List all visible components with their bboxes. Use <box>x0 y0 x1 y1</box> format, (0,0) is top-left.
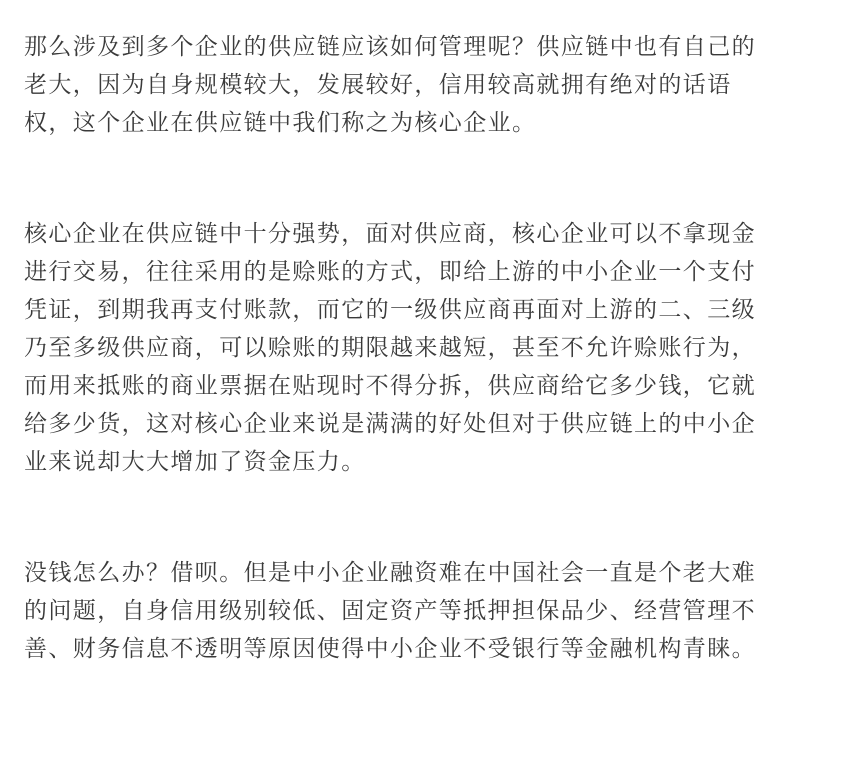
paragraph-spacer <box>24 142 824 215</box>
paragraph-line: 权，这个企业在供应链中我们称之为核心企业。 <box>24 110 537 136</box>
paragraph-1 <box>24 28 824 142</box>
paragraph-line: 给多少货，这对核心企业来说是满满的好处但对于供应链上的中小企 <box>24 411 756 437</box>
paragraph-spacer <box>24 481 824 554</box>
paragraph-line: 那么涉及到多个企业的供应链应该如何管理呢？供应链中也有自己的 <box>24 34 756 60</box>
article-body <box>24 28 824 668</box>
paragraph-2 <box>24 215 824 481</box>
paragraph-line: 的问题，自身信用级别较低、固定资产等抵押担保品少、经营管理不 <box>24 598 756 624</box>
paragraph-line: 凭证，到期我再支付账款，而它的一级供应商再面对上游的二、三级 <box>24 297 756 323</box>
paragraph-line: 没钱怎么办？借呗。但是中小企业融资难在中国社会一直是个老大难 <box>24 560 756 586</box>
paragraph-line: 核心企业在供应链中十分强势，面对供应商，核心企业可以不拿现金 <box>24 221 756 247</box>
paragraph-3 <box>24 554 824 668</box>
paragraph-line: 业来说却大大增加了资金压力。 <box>24 449 366 475</box>
paragraph-line: 乃至多级供应商，可以赊账的期限越来越短，甚至不允许赊账行为， <box>24 335 756 361</box>
paragraph-line: 善、财务信息不透明等原因使得中小企业不受银行等金融机构青睐。 <box>24 636 756 662</box>
paragraph-line: 而用来抵账的商业票据在贴现时不得分拆，供应商给它多少钱，它就 <box>24 373 756 399</box>
paragraph-line: 进行交易，往往采用的是赊账的方式，即给上游的中小企业一个支付 <box>24 259 756 285</box>
paragraph-line: 老大，因为自身规模较大，发展较好，信用较高就拥有绝对的话语 <box>24 72 732 98</box>
